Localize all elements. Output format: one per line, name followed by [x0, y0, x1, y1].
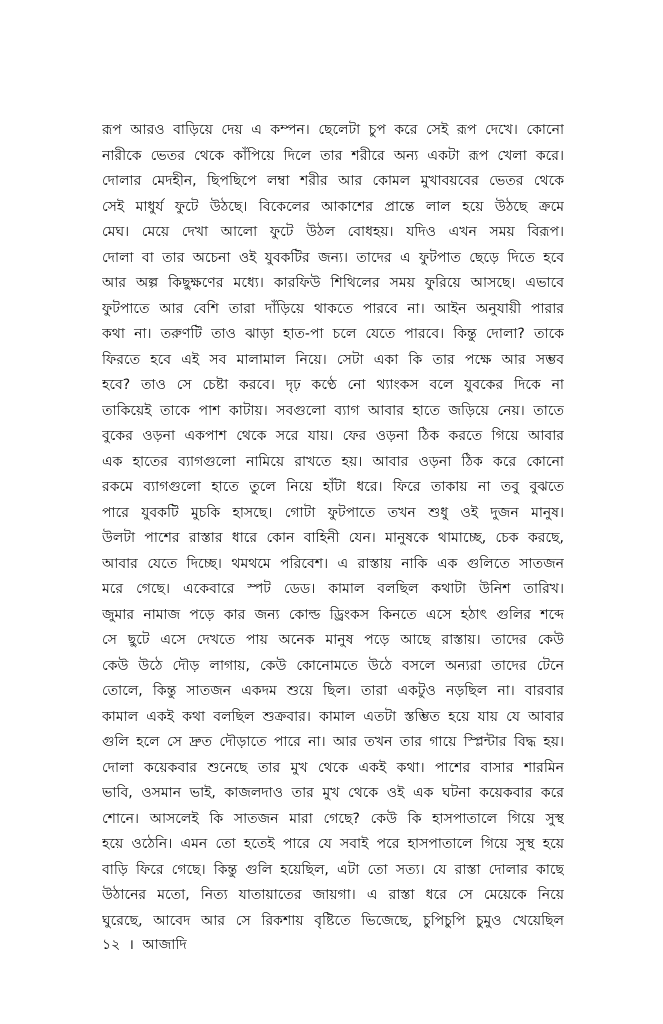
text-line: দোলা বা তার অচেনা ওই যুবকটির জন্য। তাদের এ ফুটপাত ছেড়ে দিতে হবে — [102, 249, 564, 266]
text-line: বাড়ি ফিরে গেছে। কিন্তু গুলি হয়েছিল, এটা তো সত্য। যে রাস্তা দোলার কাছে — [102, 861, 564, 878]
text-line: ফুটপাতে আর বেশি তারা দাঁড়িয়ে থাকতে পারবে না। আইন অনুযায়ী পারার — [102, 300, 564, 317]
body-text — [102, 118, 564, 934]
text-line: হবে? তাও সে চেষ্টা করবে। দৃঢ় কণ্ঠে নো থ্যাংকস বলে যুবকের দিকে না — [102, 377, 564, 393]
text-line: সে ছুটে এসে দেখতে পায় অনেক মানুষ পড়ে আছে রাস্তায়। তাদের কেউ — [102, 632, 564, 648]
book-title: আজাদি — [142, 937, 187, 953]
text-line: তোলে, কিন্তু সাতজন একদম শুয়ে ছিল। তারা একটুও নড়ছিল না। বারবার — [102, 683, 564, 699]
text-line: উঠানের মতো, নিত্য যাতায়াতের জায়গা। এ রাস্তা ধরে সে মেয়েকে নিয়ে — [102, 887, 564, 903]
text-line: মেঘ। মেয়ে দেখা আলো ফুটে উঠল বোধহয়। যদিও এখন সময় বিরূপ। — [102, 224, 564, 240]
text-line: গুলি হলে সে দ্রুত দৌড়াতে পারে না। আর তখন তার গায়ে স্প্লিন্টার বিদ্ধ হয়। — [102, 734, 564, 750]
text-line: রূপ আরও বাড়িয়ে দেয় এ কম্পন। ছেলেটা চুপ করে সেই রূপ দেখে। কোনো — [102, 122, 564, 138]
text-line: বুকের ওড়না একপাশ থেকে সরে যায়। ফের ওড়না ঠিক করতে গিয়ে আবার — [102, 428, 564, 444]
text-line: কেউ উঠে দৌড় লাগায়, কেউ কোনোমতে উঠে বসলে অন্যরা তাদের টেনে — [102, 657, 564, 674]
text-line: দোলার মেদহীন, ছিপছিপে লম্বা শরীর আর কোমল মুখাবয়বের ভেতর থেকে — [102, 173, 564, 189]
text-line: ফিরতে হবে এই সব মালামাল নিয়ে। সেটা একা কি তার পক্ষে আর সম্ভব — [102, 351, 564, 368]
book-page — [102, 0, 564, 1024]
text-line: রকমে ব্যাগগুলো হাতে তুলে নিয়ে হাঁটা ধরে। ফিরে তাকায় না তবু বুঝতে — [102, 479, 564, 495]
text-line: দোলা কয়েকবার শুনেছে তার মুখ থেকে একই কথা। পাশের বাসার শারমিন — [102, 759, 564, 776]
text-line: জুমার নামাজ পড়ে কার জন্য কোল্ড ড্রিংকস কিনতে এসে হঠাৎ গুলির শব্দে — [102, 606, 564, 623]
text-line: শোনে। আসলেই কি সাতজন মারা গেছে? কেউ কি হাসপাতালে গিয়ে সুস্থ — [102, 810, 564, 827]
footer-separator: । — [128, 937, 134, 953]
text-line: ভাবি, ওসমান ভাই, কাজলদাও তার মুখ থেকে ওই এক ঘটনা কয়েকবার করে — [102, 785, 564, 801]
text-line: হয়ে ওঠেনি। এমন তো হতেই পারে যে সবাই পরে হাসপাতালে গিয়ে সুস্থ হয়ে — [102, 836, 564, 852]
text-line: তাকিয়েই তাকে পাশ কাটায়। সবগুলো ব্যাগ আবার হাতে জড়িয়ে নেয়। তাতে — [102, 402, 564, 419]
text-line: নারীকে ভেতর থেকে কাঁপিয়ে দিলে তার শরীরে অন্য একটা রূপ খেলা করে। — [102, 147, 564, 164]
text-line: ঘুরেছে, আবেদ আর সে রিকশায় বৃষ্টিতে ভিজেছে, চুপিচুপি চুমুও খেয়েছিল — [102, 912, 564, 929]
text-line: পারে যুবকটি মুচকি হাসছে। গোটা ফুটপাতে তখন শুধু ওই দুজন মানুষ। — [102, 504, 564, 521]
page-number: ১২ — [102, 937, 121, 953]
text-line: আর অল্প কিছুক্ষণের মধ্যে। কারফিউ শিথিলের সময় ফুরিয়ে আসছে। এভাবে — [102, 275, 564, 291]
text-line: কথা না। তরুণটি তাও ঝাড়া হাত-পা চলে যেতে পারবে। কিন্তু দোলা? তাকে — [102, 326, 564, 342]
text-line: আবার যেতে দিচ্ছে। থমথমে পরিবেশ। এ রাস্তায় নাকি এক গুলিতে সাতজন — [102, 555, 564, 572]
text-line: সেই মাধুর্য ফুটে উঠছে। বিকেলের আকাশের প্রান্তে লাল হয়ে উঠছে ক্রমে — [102, 198, 564, 215]
page-footer — [102, 934, 187, 956]
text-line: কামাল একই কথা বলছিল শুক্রবার। কামাল এতটা স্তম্ভিত হয়ে যায় যে আবার — [102, 708, 564, 725]
text-line: এক হাতের ব্যাগগুলো নামিয়ে রাখতে হয়। আবার ওড়না ঠিক করে কোনো — [102, 453, 564, 470]
text-line: উলটা পাশের রাস্তার ধারে কোন বাহিনী যেন। মানুষকে থামাচ্ছে, চেক করছে, — [102, 530, 564, 546]
text-line: মরে গেছে। একেবারে স্পট ডেড। কামাল বলছিল কথাটা উনিশ তারিখ। — [102, 581, 564, 597]
